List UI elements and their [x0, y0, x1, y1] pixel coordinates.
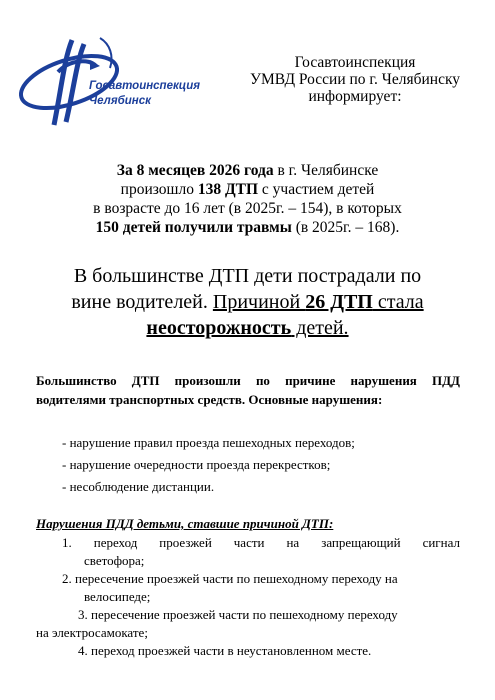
list-item: - несоблюдение дистанции.	[62, 479, 215, 494]
list-item: 2. пересечение проезжей части по пешеходному переходу на	[62, 571, 398, 586]
causes-text: детей.	[291, 317, 349, 339]
header-block	[235, 54, 475, 105]
causes-line3	[0, 315, 495, 341]
header-line1: Госавтоинспекция	[294, 54, 416, 71]
list-item: 3. пересечение проезжей части по пешеходному переходу	[78, 607, 398, 622]
stats-line2	[0, 180, 495, 199]
stats-text: (в 2025г. – 168).	[291, 219, 400, 236]
stats-period: За 8 месяцев 2026 года	[116, 162, 274, 179]
list-item-continuation: велосипеде;	[84, 589, 151, 604]
causes-text: вине водителей.	[71, 291, 213, 313]
word: переход	[93, 535, 138, 550]
stats-paragraph	[0, 161, 495, 237]
word: части	[233, 535, 265, 550]
word: запрещающий	[321, 535, 401, 550]
drivers-intro: Большинство ДТП произошли по причине нарушения ПДД водителями транспортных средств. Основные нарушения:	[36, 373, 460, 407]
list-item	[36, 534, 460, 552]
stats-line1	[0, 161, 495, 180]
word: на	[286, 535, 300, 550]
causes-line1: В большинстве ДТП дети пострадали по	[73, 265, 422, 287]
header-line2: УМВД России по г. Челябинску	[249, 71, 461, 88]
gibdd-logo	[14, 30, 214, 140]
causes-paragraph	[0, 263, 495, 341]
stats-line4	[0, 218, 495, 237]
causes-text: стала	[372, 291, 424, 313]
list-item: - нарушение правил проезда пешеходных переходов;	[62, 435, 355, 450]
list-number: 1.	[62, 535, 72, 550]
children-violations-list	[36, 534, 460, 660]
logo-text-line2: Челябинск	[89, 95, 151, 107]
list-item: 4. переход проезжей части в неустановленном месте.	[78, 643, 372, 658]
causes-carelessness: неосторожность	[146, 317, 292, 339]
stats-text: произошло	[120, 181, 198, 198]
causes-text: Причиной	[212, 291, 306, 313]
list-item-continuation: светофора;	[84, 553, 145, 568]
causes-accident-count: 26 ДТП	[305, 291, 373, 313]
word: проезжей	[159, 535, 212, 550]
stats-line3: в возрасте до 16 лет (в 2025г. – 154), в которых	[93, 200, 402, 217]
word: сигнал	[422, 535, 460, 550]
list-item-continuation: на электросамокате;	[36, 625, 148, 640]
stats-city: в г. Челябинске	[273, 162, 379, 179]
stats-accident-count: 138 ДТП	[197, 181, 259, 198]
drivers-violations-list	[62, 432, 355, 498]
children-heading: Нарушения ПДД детьми, ставшие причиной ДТП:	[36, 516, 334, 531]
header-line3: информирует:	[308, 88, 402, 105]
stats-injured-count: 150 детей получили травмы	[95, 219, 292, 236]
list-item: - нарушение очередности проезда перекрестков;	[62, 457, 331, 472]
logo-text-line1: Госавтоинспекция	[89, 80, 201, 92]
stats-text: с участием детей	[258, 181, 375, 198]
causes-line2	[0, 289, 495, 315]
